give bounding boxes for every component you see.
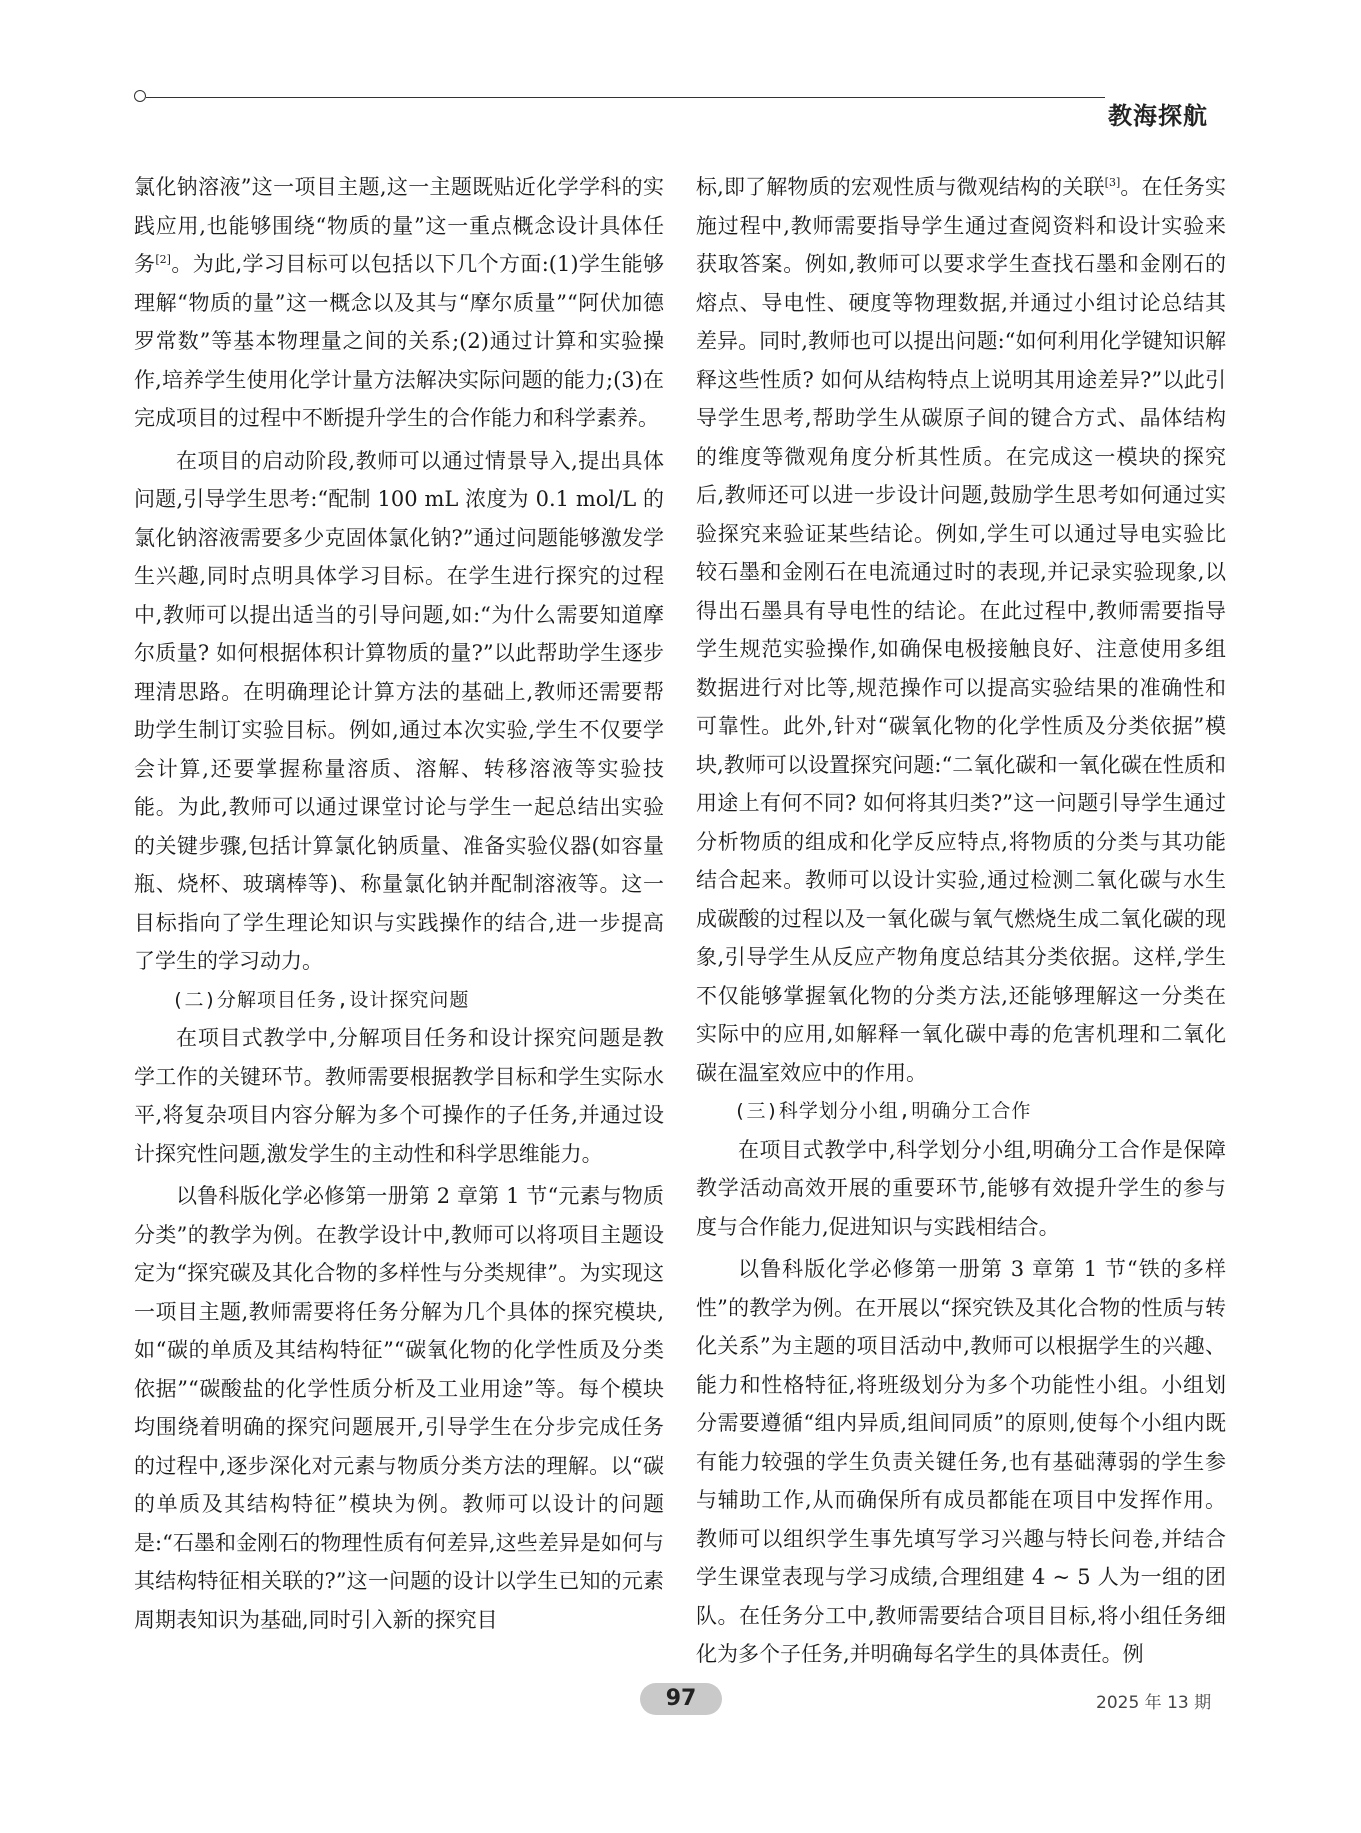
header-rule bbox=[146, 97, 1105, 98]
citation-ref: [3] bbox=[1104, 176, 1121, 189]
section-heading bbox=[696, 1092, 1226, 1131]
citation-ref: [2] bbox=[155, 253, 171, 266]
paragraph-text: 氯化钠溶液”这一项目主题,这一主题既贴近化学学科的实践应用,也能够围绕“物质的量”这一重点概念设计具体任务 bbox=[134, 175, 664, 276]
header-circle-ornament bbox=[134, 90, 146, 102]
left-text-column bbox=[134, 168, 664, 1639]
journal-section-title: 教海探航 bbox=[1108, 102, 1208, 130]
paragraph-text: 标,即了解物质的宏观性质与微观结构的关联 bbox=[696, 175, 1105, 199]
paragraph-text: 。为此,学习目标可以包括以下几个方面:(1)学生能够理解“物质的量”这一概念以及其与“摩尔质量”“阿伏加德罗常数”等基本物理量之间的关系;(2)通过计算和实验操作,培养学生使用化学计量方法解决实际问题的能力;(3)在完成项目的过程中不断提升学生的合作能力和科学素养。 bbox=[134, 252, 664, 430]
body-paragraph bbox=[134, 442, 664, 981]
body-paragraph bbox=[134, 168, 664, 438]
paragraph-text: 在项目的启动阶段,教师可以通过情景导入,提出具体问题,引导学生思考:“配制 100 mL 浓度为 0.1 mol/L 的氯化钠溶液需要多少克固体氯化钠?”通过问题能够激发学生兴趣,同时点明具体学习目标。在学生进行探究的过程中,教师可以提出适当的引导问题,如:“为什么需要知道摩尔质量? 如何根据体积计算物质的量?”以此帮助学生逐步理清思路。在明确理论计算方法的基础上,教师还需要帮助学生制订实验目标。例如,通过本次实验,学生不仅要学会计算,还要掌握称量溶质、溶解、转移溶液等实验技能。为此,教师可以通过课堂讨论与学生一起总结出实验的关键步骤,包括计算氯化钠质量、准备实验仪器(如容量瓶、烧杯、玻璃棒等)、称量氯化钠并配制溶液等。这一目标指向了学生理论知识与实践操作的结合,进一步提高了学生的学习动力。 bbox=[134, 448, 664, 973]
right-text-column bbox=[696, 168, 1226, 1674]
paragraph-text: 以鲁科版化学必修第一册第 3 章第 1 节“铁的多样性”的教学为例。在开展以“探究铁及其化合物的性质与转化关系”为主题的项目活动中,教师可以根据学生的兴趣、能力和性格特征,将班级划分为多个功能性小组。小组划分需要遵循“组内异质,组间同质”的原则,使每个小组内既有能力较强的学生负责关键任务,也有基础薄弱的学生参与辅助工作,从而确保所有成员都能在项目中发挥作用。教师可以组织学生事先填写学习兴趣与特长问卷,并结合学生课堂表现与学习成绩,合理组建 4 ~ 5 人为一组的团队。在任务分工中,教师需要结合项目目标,将小组任务细化为多个子任务,并明确每名学生的具体责任。例 bbox=[696, 1257, 1226, 1666]
paragraph-text: (三)科学划分小组,明确分工合作 bbox=[734, 1100, 1032, 1122]
body-paragraph bbox=[134, 1019, 664, 1173]
paragraph-text: (二)分解项目任务,设计探究问题 bbox=[172, 988, 470, 1011]
paragraph-text: 。在任务实施过程中,教师需要指导学生通过查阅资料和设计实验来获取答案。例如,教师可以要求学生查找石墨和金刚石的熔点、导电性、硬度等物理数据,并通过小组讨论总结其差异。同时,教师也可以提出问题:“如何利用化学键知识解释这些性质? 如何从结构特点上说明其用途差异?”以此引导学生思考,帮助学生从碳原子间的键合方式、晶体结构的维度等微观角度分析其性质。在完成这一模块的探究后,教师还可以进一步设计问题,鼓励学生思考如何通过实验探究来验证某些结论。例如,学生可以通过导电实验比较石墨和金刚石在电流通过时的表现,并记录实验现象,以得出石墨具有导电性的结论。在此过程中,教师需要指导学生规范实验操作,如确保电极接触良好、注意使用多组数据进行对比等,规范操作可以提高实验结果的准确性和可靠性。此外,针对“碳氧化物的化学性质及分类依据”模块,教师可以设置探究问题:“二氧化碳和一氧化碳在性质和用途上有何不同? 如何将其归类?”这一问题引导学生通过分析物质的组成和化学反应特点,将物质的分类与其功能结合起来。教师可以设计实验,通过检测二氧化碳与水生成碳酸的过程以及一氧化碳与氧气燃烧生成二氧化碳的现象,引导学生从反应产物角度总结其分类依据。这样,学生不仅能够掌握氧化物的分类方法,还能够理解这一分类在实际中的应用,如解释一氧化碳中毒的危害机理和二氧化碳在温室效应中的作用。 bbox=[696, 175, 1226, 1085]
page-number-badge: 97 bbox=[640, 1683, 722, 1715]
paragraph-text: 在项目式教学中,科学划分小组,明确分工合作是保障教学活动高效开展的重要环节,能够有效提升学生的参与度与合作能力,促进知识与实践相结合。 bbox=[696, 1137, 1226, 1239]
issue-label: 2025 年 13 期 bbox=[1096, 1693, 1212, 1713]
paragraph-text: 在项目式教学中,分解项目任务和设计探究问题是教学工作的关键环节。教师需要根据教学目标和学生实际水平,将复杂项目内容分解为多个可操作的子任务,并通过设计探究性问题,激发学生的主动性和科学思维能力。 bbox=[134, 1026, 664, 1166]
body-paragraph bbox=[134, 1177, 664, 1639]
body-paragraph bbox=[696, 1250, 1226, 1674]
body-paragraph bbox=[696, 1131, 1226, 1247]
paragraph-text: 以鲁科版化学必修第一册第 2 章第 1 节“元素与物质分类”的教学为例。在教学设计中,教师可以将项目主题设定为“探究碳及其化合物的多样性与分类规律”。为实现这一项目主题,教师需要将任务分解为几个具体的探究模块,如“碳的单质及其结构特征”“碳氧化物的化学性质及分类依据”“碳酸盐的化学性质分析及工业用途”等。每个模块均围绕着明确的探究问题展开,引导学生在分步完成任务的过程中,逐步深化对元素与物质分类方法的理解。以“碳的单质及其结构特征”模块为例。教师可以设计的问题是:“石墨和金刚石的物理性质有何差异,这些差异是如何与其结构特征相关联的?”这一问题的设计以学生已知的元素周期表知识为基础,同时引入新的探究目 bbox=[134, 1184, 664, 1632]
body-paragraph bbox=[696, 168, 1226, 1092]
section-heading bbox=[134, 981, 664, 1020]
